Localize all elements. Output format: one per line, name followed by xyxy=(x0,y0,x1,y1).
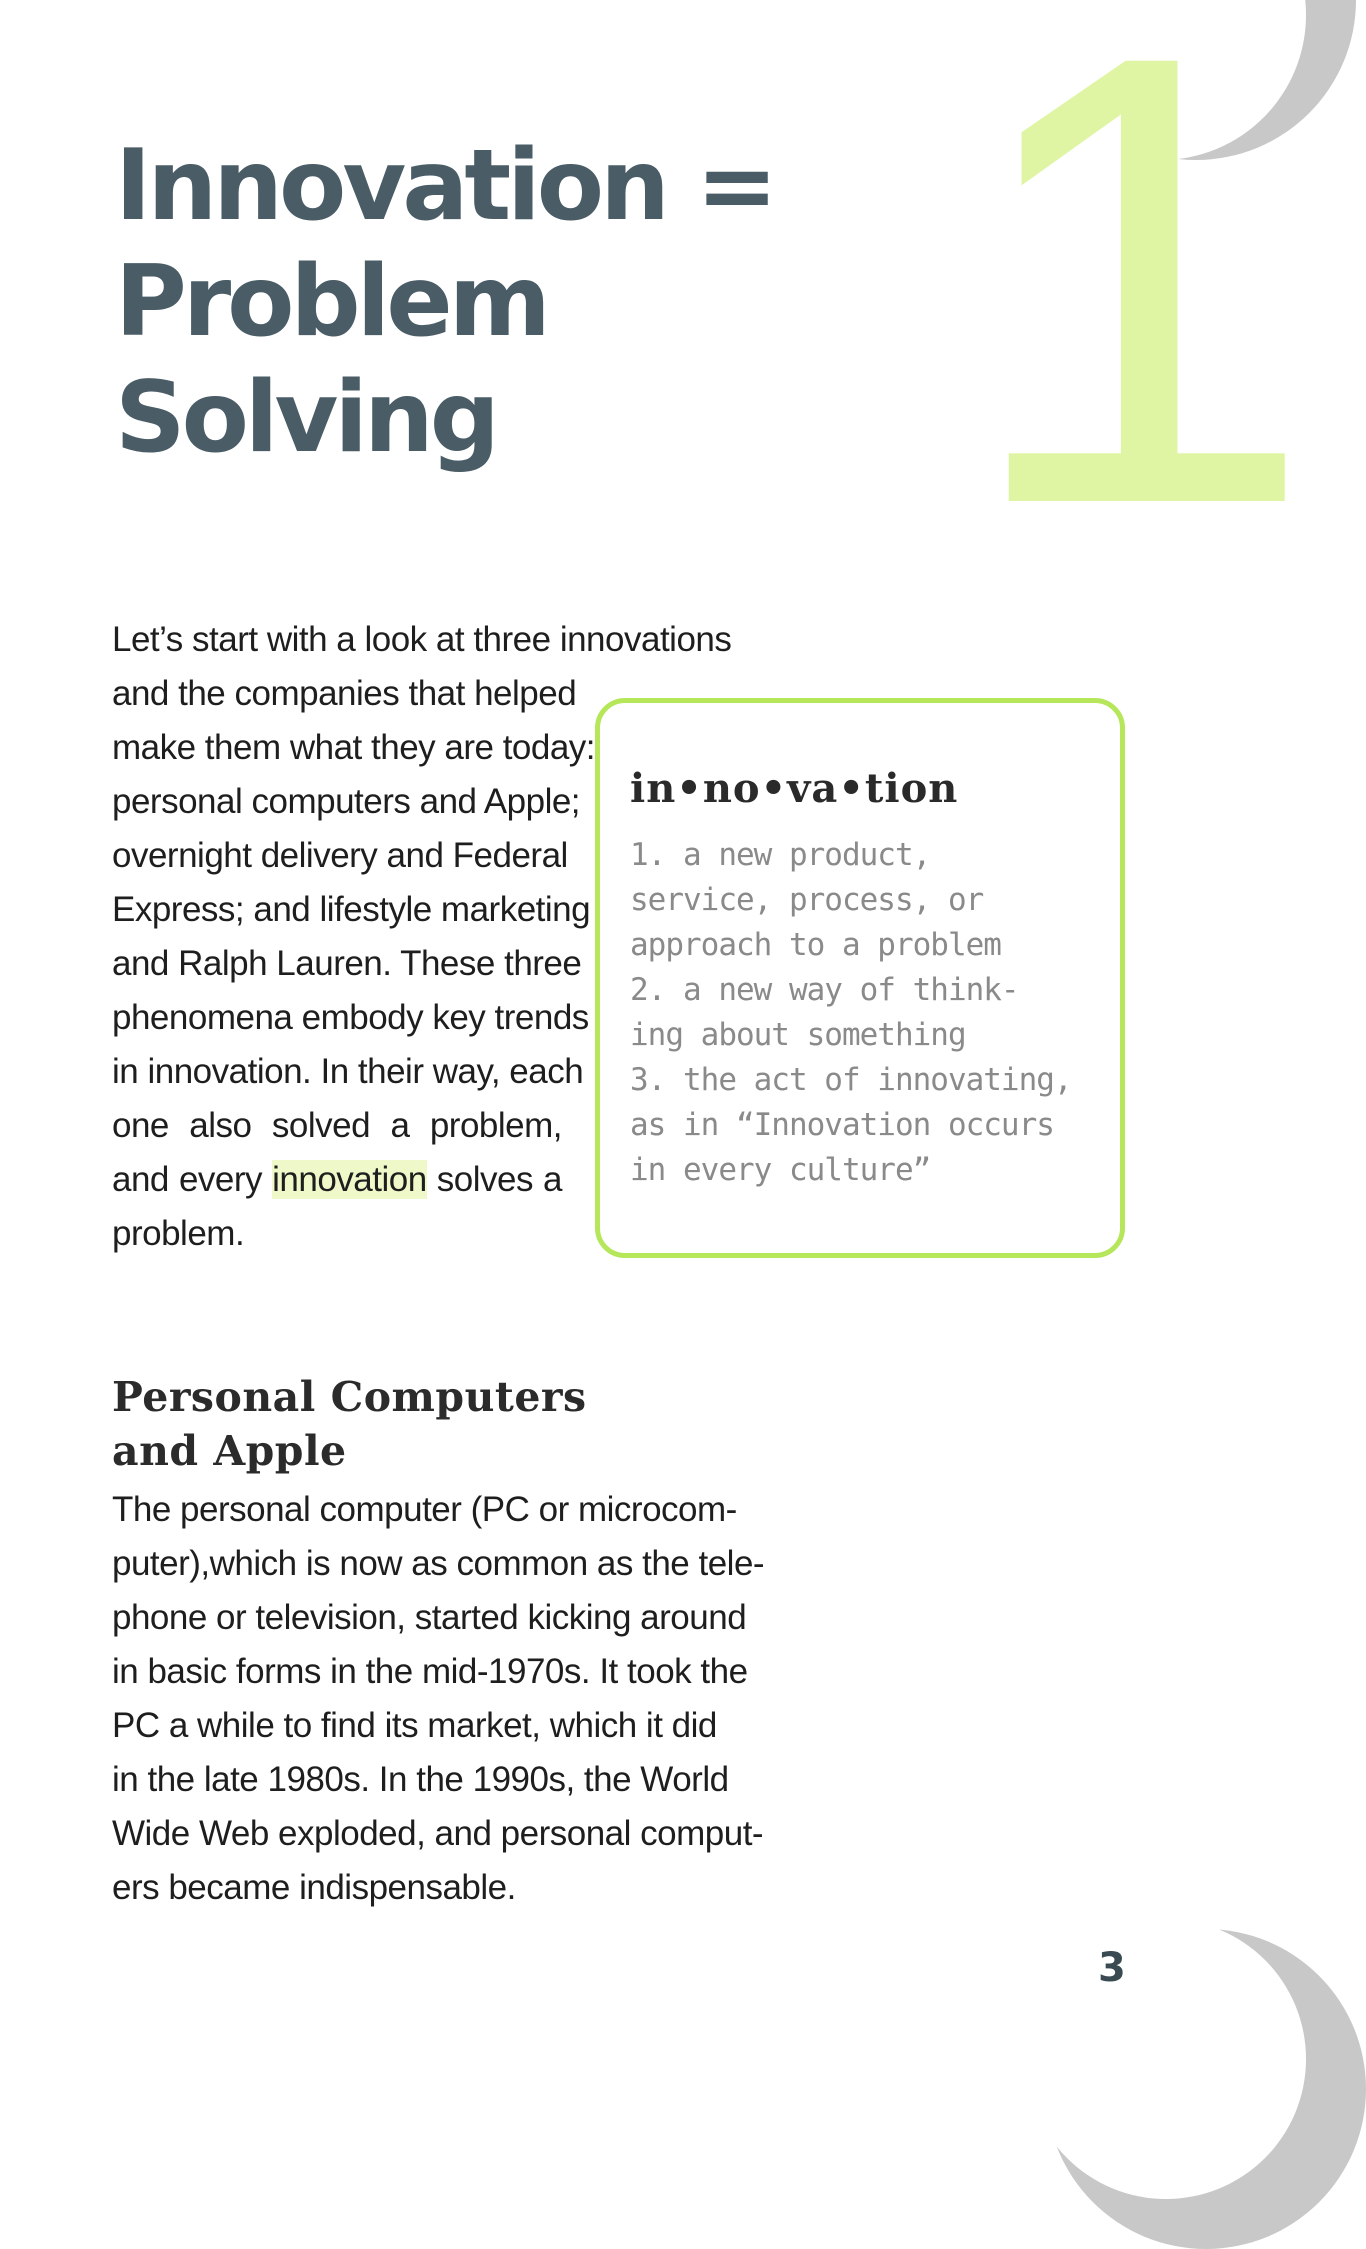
definition-line: service, process, or xyxy=(630,882,984,918)
intro-line: phenomena embody key trends xyxy=(112,998,589,1037)
intro-line-end: solves a xyxy=(426,1160,563,1199)
intro-line: personal computers and Apple; xyxy=(112,782,581,821)
chapter-title xyxy=(115,128,774,476)
definition-box xyxy=(595,698,1125,1258)
intro-paragraph xyxy=(112,613,732,1261)
page-corner-bottom xyxy=(1026,1919,1306,2199)
intro-line: one also solved a problem, xyxy=(112,1106,562,1145)
definition-word: in•no•va•tion xyxy=(630,765,959,812)
intro-line: and Ralph Lauren. These three xyxy=(112,944,582,983)
intro-line-start: and every xyxy=(112,1160,273,1199)
section-line: ers became indispensable. xyxy=(112,1868,516,1907)
chapter-number: 1 xyxy=(960,0,1306,637)
intro-line: Let’s start with a look at three innovations xyxy=(112,620,732,659)
section-heading-line: Personal Computers xyxy=(112,1373,587,1421)
definition-line: in every culture” xyxy=(630,1152,931,1188)
section-line: phone or television, started kicking around xyxy=(112,1598,747,1637)
intro-line: Express; and lifestyle marketing xyxy=(112,890,591,929)
chapter-title-line: Solving xyxy=(115,361,496,475)
chapter-title-line: Problem xyxy=(115,245,547,359)
intro-line: in innovation. In their way, each xyxy=(112,1052,584,1091)
section-line: The personal computer (PC or microcom- xyxy=(112,1490,737,1529)
intro-line: and the companies that helped xyxy=(112,674,577,713)
section-heading-line: and Apple xyxy=(112,1427,347,1475)
intro-line: overnight delivery and Federal xyxy=(112,836,568,875)
section-line: puter),which is now as common as the tele- xyxy=(112,1544,765,1583)
chapter-title-line: Innovation = xyxy=(115,129,775,243)
definition-line: approach to a problem xyxy=(630,927,1001,963)
definition-line: 3. the act of innovating, xyxy=(630,1062,1072,1098)
definition-line: ing about something xyxy=(630,1017,966,1053)
intro-line xyxy=(112,1153,562,1207)
definition-line: 1. a new product, xyxy=(630,837,931,873)
section-heading xyxy=(112,1370,587,1478)
intro-line: problem. xyxy=(112,1214,245,1253)
section-line: PC a while to find its market, which it did xyxy=(112,1706,717,1745)
definition-list xyxy=(630,833,1110,1193)
section-line: Wide Web exploded, and personal comput- xyxy=(112,1814,764,1853)
definition-line: as in “Innovation occurs xyxy=(630,1107,1054,1143)
definition-line: 2. a new way of think- xyxy=(630,972,1019,1008)
page-number: 3 xyxy=(1098,1945,1126,1991)
section-paragraph xyxy=(112,1483,765,1915)
section-line: in basic forms in the mid-1970s. It took the xyxy=(112,1652,748,1691)
highlighted-term: innovation xyxy=(272,1160,427,1199)
section-line: in the late 1980s. In the 1990s, the World xyxy=(112,1760,729,1799)
intro-line: make them what they are today: xyxy=(112,728,596,767)
